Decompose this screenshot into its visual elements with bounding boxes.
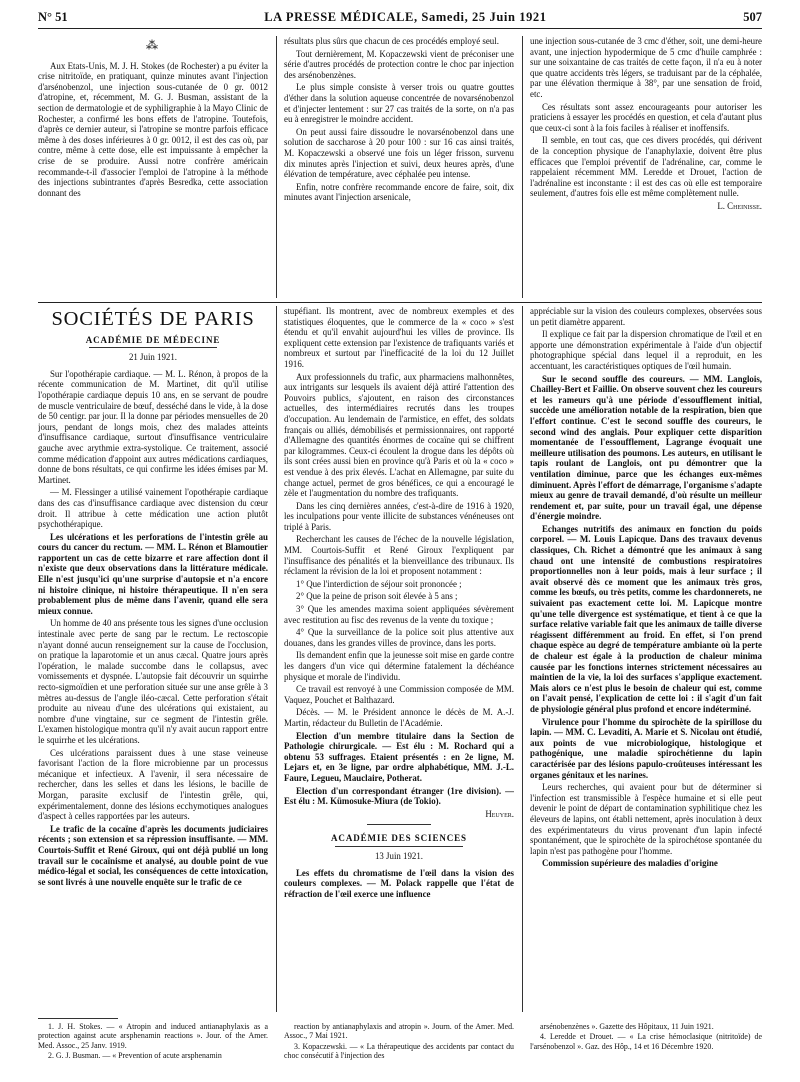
paragraph-lead: Les ulcérations et les perforations de l'intestin grêle au cours du cancer du rectum. — MM. L. Rénon et Blamoutier rapportent un cas de cette bizarre et rare affection dont il n'existe que deux observations dans la littérature médicale. Elle n'est jusqu'ici qu'une surprise d'autopsie et n'a encore ni histoire clinique, ni histoire thérapeutique. Il n'en sera probablement plus de même dans l'avenir, quand elle sera mieux connue. xyxy=(38,531,268,616)
paragraph: Il semble, en tout cas, que ces divers procédés, qui dérivent de la conception physique de l'anaphylaxie, doivent être plus efficaces que l'emploi préventif de l'adrénaline, car, comme le rappelaient récemment MM. Leredde et Drouet, l'action de l'adrénaline est inconstante : il est des cas où elle est temporaire seulement, d'autres fois elle est même complètement nulle. xyxy=(530,135,762,199)
paragraph: résultats plus sûrs que chacun de ces procédés employé seul. xyxy=(284,36,499,46)
paragraph-lead: Commission supérieure des maladies d'origine xyxy=(542,858,718,869)
lower-column-2 xyxy=(284,306,514,1012)
top-column-1 xyxy=(38,36,268,298)
lower-column-1 xyxy=(38,306,268,1012)
reporter-signature: Heuyer. xyxy=(485,808,514,819)
paragraph: On peut aussi faire dissoudre le novarsénobenzol dans une solution de saccharose à 20 pour 100 : sur 16 cas ainsi traités, M. Kopaczewski a observé une fois un léger frisson, survenu dix minutes après l'injection et suivi, deux heures après, d'une élévation de température, avec céphalée peu intense. xyxy=(284,126,514,180)
paragraph: Dans les cinq dernières années, c'est-à-dire de 1916 à 1920, les inculpations pour vente illicite de substances vénéneuses ont triplé à Paris. xyxy=(284,500,514,532)
list-item: 2° Que la peine de prison soit élevée à 5 ans ; xyxy=(296,591,458,602)
footnotes-left xyxy=(38,1022,268,1076)
footnote: arsénobenzènes ». Gazette des Hôpitaux, 11 Juin 1921. xyxy=(540,1022,714,1031)
footnote: reaction by antianaphylaxis and atropin ». Journ. of the Amer. Med. Assoc., 7 Mai 1921. xyxy=(284,1022,514,1041)
paragraph: Aux professionnels du trafic, aux pharmaciens malhonnêtes, aux intrigants sur lesquels ils avaient déjà attiré l'attention des Pouvoirs publics, s'ajoutent, en raison des circonstances actuelles, des intermédiaires recrutés dans les troupes d'occupation. Au lendemain de l'armistice, en effet, des soldats français ou alliés, démobilisés et permissionnaires, ont rapporté d'Allemagne des quantités énormes de cocaïne qui se chiffrent par kilogrammes. Ceux-ci écoulent la drogue dans les dépôts où ils sont crées aussi bien en province qu'à Paris et où la « coco » est vendue à des prix élevés. L'achat en Allemagne, par suite du change actuel, permet de gros bénéfices, ce qui a encouragé le zèle et l'augmentation du nombre des trafiquants. xyxy=(284,371,514,499)
footnote: 1. J. H. Stokes. — « Atropin and induced antianaphylaxis as a protection against acute arsphenamin reactions ». Jour. of the Amer. Med. Assoc., 25 Janv. 1919. xyxy=(38,1022,268,1050)
paragraph-lead: Le trafic de la cocaïne d'après les documents judiciaires récents ; son extension et sa répression insuffisante. — MM. Courtois-Suffit et René Giroux, qui ont déjà publié un long travail sur le cocaïnisme et analysé, au double point de vue médico-légal et social, les conséquences de cette intoxication, se sont livrés à une nouvelle enquête sur le trafic de ce xyxy=(38,823,268,887)
paragraph: Tout dernièrement, M. Kopaczewski vient de préconiser une série d'autres procédés de protection contre le choc par injection des arsénobenzènes. xyxy=(284,48,514,80)
footnotes-right xyxy=(530,1022,762,1076)
lower-column-3 xyxy=(530,306,762,1012)
paragraph: Recherchant les causes de l'échec de la nouvelle législation, MM. Courtois-Suffit et René Giroux l'expliquent par l'insuffisance des pénalités et la bienveillance des tribunaux. Ils réclament la révision de la loi et proposent notamment : xyxy=(284,534,514,577)
footnote: 2. G. J. Busman. — « Prevention of acute arsphenamin xyxy=(48,1051,222,1061)
academy-heading: ACADÉMIE DES SCIENCES xyxy=(331,833,467,844)
section-title: SOCIÉTÉS DE PARIS xyxy=(51,308,255,330)
paragraph-lead: Election d'un membre titulaire dans la Section de Pathologie chirurgicale. — Est élu : M. Rochard qui a obtenu 53 suffrages. Etaient présentés : en 2e ligne, M. Lejars et, en 3e ligne, par ordre alphabétique, MM. J.-L. Faure, Legueu, Mauclaire, Potherat. xyxy=(284,730,514,783)
asterism: ⁂ xyxy=(146,38,160,52)
paragraph: Ce travail est renvoyé à une Commission composée de MM. Vaquez, Pouchet et Balthazard. xyxy=(284,684,514,705)
journal-title: LA PRESSE MÉDICALE, Samedi, 25 Juin 1921 xyxy=(264,9,547,24)
footnote: 3. Kopaczewski. — « La thérapeutique des accidents par contact du choc consécutif à l'injection des xyxy=(284,1041,514,1061)
paragraph: — M. Flessinger a utilisé vainement l'opothérapie cardiaque dans des cas d'insuffisance cardiaque avec distension du cœur droit. Il attribue à cette médication une action plutôt psychothérapique. xyxy=(38,487,268,530)
top-column-2 xyxy=(284,36,514,298)
paragraph-lead: Echanges nutritifs des animaux en fonction du poids corporel. — M. Louis Lapicque. Dans des travaux devenus classiques, Ch. Richet a démontré que les animaux à sang chaud ont une intensité de combustions respiratoires proportionnelles non à leur poids, mais à leur surface ; il avait observé dès ce moment que les animaux très gros, comme les bœufs, ou très petits, comme les chardonnerets, ne suivaient pas exactement cette loi. M. Lapicque montre qu'une telle divergence est systématique, et tient à ce que la surface relative variable fait que les animaux de taille diverse réagissent différemment au froid. En effet, si l'on prend chaque espèce au degré de température ambiante où la perte de chaleur est égale à la production de chaleur minima causée par les fonctions internes strictement nécessaires au maintien de la vie, la loi des surfaces s'applique exactement. Mais alors ce n'est plus le besoin de chaleur qui est, comme on l'avait pensé, l'explication de cette loi : il s'agit d'un fait de physiologie général plus profond et encore indéterminé. xyxy=(530,523,762,714)
column-separator xyxy=(522,36,523,298)
column-separator xyxy=(522,306,523,1012)
footnotes-middle xyxy=(284,1022,514,1076)
author-signature: L. Cheinisse. xyxy=(717,200,762,211)
paragraph: Leurs recherches, qui avaient pour but de déterminer si l'infection est transmissible à l'espèce humaine et si elle peut devenir le point de départ de contamination syphilitique chez les éleveurs de lapins, ont établi nettement, après inoculation à deux des expérimentateurs du virus provenant d'un lapin infecté spontanément, que le spirochète de la spirochétose spontanée du lapin n'est pas pathogène pour l'homme. xyxy=(530,782,762,856)
paragraph-lead: Election d'un correspondant étranger (1re division). — Est élu : M. Kümosuke-Miura (de Tokio). xyxy=(284,785,514,807)
footnote: 4. Leredde et Drouet. — « La crise hémoclasique (nitritoïde) de l'arsénobenzol ». Gaz. des Hôp., 14 et 16 Décembre 1920. xyxy=(530,1032,762,1051)
paragraph-lead: Sur le second souffle des coureurs. — MM. Langlois, Chailley-Bert et Faillie. On observe souvent chez les coureurs et les rameurs qu'à une période d'essoufflement initial, succède une amélioration notable de la respiration, bien que l'effort continue. C'est le second souffle des coureurs, le second wind des anglais. Pour expliquer cette disparition momentanée de l'essoufflement, Lagrange évoquait une meilleure utilisation des poumons. Les auteurs, en utilisant le tapis roulant de Langlois, ont pu démontrer que la ventilation diminue, parce que les échanges eux-mêmes diminuent. Après l'effort de démarrage, l'organisme s'adapte mieux au genre de travail demandé, d'où résulte un meilleur rendement et, par suite, pour un travail égal, une dépense d'énergie moindre. xyxy=(530,373,762,522)
paragraph: une injection sous-cutanée de 3 cmc d'éther, soit, une demi-heure avant, une injection hypodermique de 5 cmc d'huile camphrée : sur une soixantaine de cas traités de cette façon, il n'a eu à noter que quatre accidents très légers, se traduisant par de la céphalée, par une élévation thermique à 38°, par une sensation de froid, etc. xyxy=(530,36,762,99)
divider xyxy=(367,824,431,825)
paragraph: Ces résultats sont assez encourageants pour autoriser les praticiens à essayer les procédés en question, et cela d'autant plus que ceux-ci sont à la fois faciles à réaliser et inoffensifs. xyxy=(530,101,762,133)
academy-heading: ACADÉMIE DE MÉDECINE xyxy=(85,334,221,345)
paragraph: Aux Etats-Unis, M. J. H. Stokes (de Rochester) a pu éviter la crise nitritoïde, en pratiquant, quinze minutes avant l'injection d'arsénobenzol, une injection sous-cutanée de 0 gr. 0012 d'atropine, et, récemment, M. G. J. Busman, assistant de la section de dermatologie et de syphiligraphie à la Mayo Clinic de Rochester, a confirmé les bons effets de l'atropine. Toutefois, d'après ce dernier auteur, si l'atropine se montre parfois efficace même à des doses inférieures à 0 gr. 0012, il est des cas où, par contre, même à cette dose, elle est impuissante à empêcher la crise de se produire. Aussi notre confrère américain recommande-t-il d'associer l'emploi de l'atropine à la méthode des injections subintrantes d'après Besredka, cette association donnant des xyxy=(38,60,268,198)
paragraph: stupéfiant. Ils montrent, avec de nombreux exemples et des statistiques éloquentes, que le commerce de la « coco » s'est étendu et qu'il envahit aujourd'hui les villes de province. Ils expliquent cette extension par l'existence de trafiquants variés et nombreux et surtout par l'inefficacité de la loi du 12 Juillet 1916. xyxy=(284,306,514,369)
session-date: 21 Juin 1921. xyxy=(128,352,178,363)
session-date: 13 Juin 1921. xyxy=(374,850,424,861)
paragraph: Ces ulcérations paraissent dues à une stase veineuse favorisant l'action de la flore microbienne par un processus mécanique et infectieux. A l'avenir, il sera nécessaire de rechercher, dans les selles et dans les lésions, le bacille de Morgan, parasite exclusif de l'intestin grêle, qui, expérimentalement, donne des lésions ecchymotiques analogues d'aspect à celles rapportées par les auteurs. xyxy=(38,747,268,822)
paragraph: Le plus simple consiste à verser trois ou quatre gouttes d'éther dans la solution aqueuse concentrée de novarsénobenzol et d'injecter lentement : sur 27 cas traités de la sorte, on n'a pas eu à enregistrer le moindre accident. xyxy=(284,82,514,125)
paragraph-lead: Virulence pour l'homme du spirochète de la spirillose du lapin. — MM. C. Levaditi, A. Marie et S. Nicolau ont étudié, aux points de vue microbiologique, histologique et pathogénique, une maladie spirochétienne du lapin caractérisée par des lésions papulo-croûteuses intéressant les organes génitaux et les narines. xyxy=(530,716,762,780)
paragraph: appréciable sur la vision des couleurs complexes, observées sous un petit diamètre apparent. xyxy=(530,306,762,327)
heading-rule xyxy=(335,846,464,847)
paragraph-lead: Les effets du chromatisme de l'œil dans la vision des couleurs complexes. — M. Polack rappelle que l'état de réfraction de l'œil exerce une influence xyxy=(284,867,514,899)
top-column-3 xyxy=(530,36,762,298)
section-rule xyxy=(38,302,762,303)
list-item: 3° Que les amendes maxima soient appliquées sévèrement avec restitution au fisc des revenus de la vente du toxique ; xyxy=(284,604,514,625)
column-separator xyxy=(276,306,277,1012)
issue-number: N° 51 xyxy=(38,9,68,24)
footnote-rule xyxy=(38,1018,118,1019)
heading-rule xyxy=(89,347,218,348)
paragraph: Enfin, notre confrère recommande encore de faire, soit, dix minutes avant l'injection arsenicale, xyxy=(284,181,514,203)
header-rule xyxy=(38,28,762,29)
paragraph: Sur l'opothérapie cardiaque. — M. L. Rénon, à propos de la récente communication de M. Martinet, dit qu'il utilise l'opothérapie cardiaque depuis 10 ans, en se servant de poudre de muscle ventriculaire de bœuf, desséché dans le vide, à la dose de 50 centigr. par jour. Il la donne par périodes mensuelles de 20 jours, pendant de longs mois, chez des malades atteints d'insuffisance cardiaque, surtout d'insuffisance ventriculaire gauche avec arythmie extra-systolique. Ce traitement, associé comme médication d'appoint aux autres médications cardiaques, donne de bons résultats, ce qui confirme les idées émises par M. Martinet. xyxy=(38,368,268,485)
paragraph: Il explique ce fait par la dispersion chromatique de l'œil et en apporte une démonstration expérimentale à l'aide d'un objectif photographique spécial dans lequel il a reproduit, en les accentuant, les caractéristiques optiques de l'œil humain. xyxy=(530,329,762,371)
column-separator xyxy=(276,36,277,298)
list-item: 1° Que l'interdiction de séjour soit prononcée ; xyxy=(296,578,462,589)
paragraph: Ils demandent enfin que la jeunesse soit mise en garde contre les dangers d'un vice qui détermine fatalement la déchéance physique et morale de l'individu. xyxy=(284,650,514,682)
paragraph: Un homme de 40 ans présente tous les signes d'une occlusion intestinale avec perte de sang par le rectum. Le rectoscopie n'ayant donné aucun renseignement sur la cause de l'occlusion, on pratique la laparotomie et un anus cæcal. Quatre jours après l'opération, le malade succombe dans le collapsus, avec vomissements et dyspnée. L'autopsie fait découvrir un squirrhe recto-sigmoïdien et une perforation située sur une anse grêle à 3 mètres au-dessus de l'angle iléo-cæcal. Cette perforation s'était produite au niveau d'une des ulcérations qui existaient, au nombre d'une vingtaine, sur ce segment de l'intestin grêle. L'examen histologique montra qu'il n'y avait aucun rapport entre le squirrhe et les ulcérations. xyxy=(38,618,268,745)
list-item: 4° Que la surveillance de la police soit plus attentive aux douanes, dans les grandes villes de province, dans les ports. xyxy=(284,627,514,648)
page-number: 507 xyxy=(743,9,762,24)
running-header xyxy=(38,8,762,26)
paragraph: Décès. — M. le Président annonce le décès de M. A.-J. Martin, rédacteur du Bulletin de l'Académie. xyxy=(284,707,514,728)
